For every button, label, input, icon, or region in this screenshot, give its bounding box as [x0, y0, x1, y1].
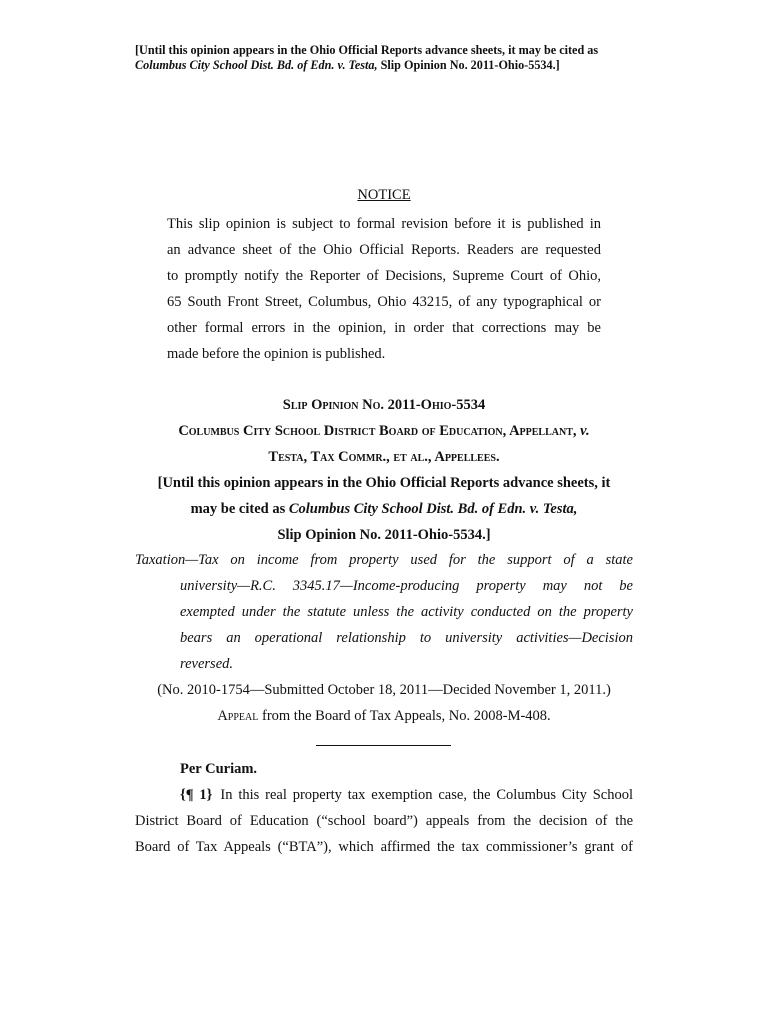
- citation-header-slip-number: Slip Opinion No. 2011-Ohio-5534.]: [377, 57, 560, 72]
- per-curiam-heading: Per Curiam.: [180, 761, 258, 777]
- section-divider: [316, 745, 451, 746]
- syllabus-line: bears an operational relationship to university activities—Decision: [180, 630, 633, 646]
- case-name-italic: Columbus City School Dist. Bd. of Edn. v. Testa,: [135, 57, 378, 72]
- cite-note-line-2: [135, 496, 633, 522]
- case-caption: [135, 392, 633, 548]
- citation-header: [135, 43, 645, 72]
- docket-info: [0, 677, 768, 729]
- opinion-line-3: Board of Tax Appeals (“BTA”), which affirmed the tax commissioner’s grant of: [135, 839, 633, 855]
- paragraph-marker: {¶ 1}: [180, 787, 213, 803]
- notice-line: to promptly notify the Reporter of Decisions, Supreme Court of Ohio,: [167, 268, 601, 284]
- appeal-word: Appeal: [217, 708, 259, 724]
- appellant-name: Columbus City School District Board of Education, Appellant,: [178, 423, 581, 439]
- notice-line: This slip opinion is subject to formal revision before it is published in: [167, 216, 601, 232]
- versus: v.: [580, 423, 590, 439]
- cite-note-case-name: Columbus City School Dist. Bd. of Edn. v. Testa,: [288, 501, 578, 517]
- opinion-text: In this real property tax exemption case, the Columbus City School: [220, 787, 633, 803]
- notice-body: [167, 211, 601, 367]
- appeal-line: [0, 703, 768, 729]
- opinion-body: [135, 782, 633, 860]
- citation-header-line-1: [Until this opinion appears in the Ohio Official Reports advance sheets, it may be cited as: [135, 43, 599, 57]
- syllabus-line: Taxation—Tax on income from property used for the support of a state: [135, 552, 633, 568]
- citation-header-line-2: [135, 58, 645, 73]
- cite-note-prefix: may be cited as: [190, 501, 289, 517]
- notice-line: an advance sheet of the Ohio Official Reports. Readers are requested: [167, 242, 601, 258]
- notice-title: NOTICE: [357, 187, 411, 203]
- syllabus-line: exempted under the statute unless the activity conducted on the property: [180, 604, 633, 620]
- cite-note-line-3: Slip Opinion No. 2011-Ohio-5534.]: [277, 527, 491, 543]
- docket-dates: (No. 2010-1754—Submitted October 18, 2011—Decided November 1, 2011.): [157, 682, 611, 698]
- syllabus-line: reversed.: [180, 656, 234, 672]
- notice-line: made before the opinion is published.: [167, 346, 386, 362]
- parties-line-2: Testa, Tax Commr., et al., Appellees.: [268, 449, 500, 465]
- opinion-line-2: District Board of Education (“school board”) appeals from the decision of the: [135, 813, 633, 829]
- opinion-line-1: [135, 782, 633, 808]
- slip-opinion-number: Slip Opinion No. 2011-Ohio-5534: [282, 397, 486, 413]
- parties-line-1: [135, 418, 633, 444]
- appeal-source: from the Board of Tax Appeals, No. 2008-M-408.: [258, 708, 551, 724]
- cite-note-line-1: [Until this opinion appears in the Ohio Official Reports advance sheets, it: [157, 475, 611, 491]
- syllabus-line: university—R.C. 3345.17—Income-producing property may not be: [180, 578, 633, 594]
- syllabus: [135, 547, 633, 677]
- notice-line: other formal errors in the opinion, in order that corrections may be: [167, 320, 601, 336]
- notice-line: 65 South Front Street, Columbus, Ohio 43215, of any typographical or: [167, 294, 601, 310]
